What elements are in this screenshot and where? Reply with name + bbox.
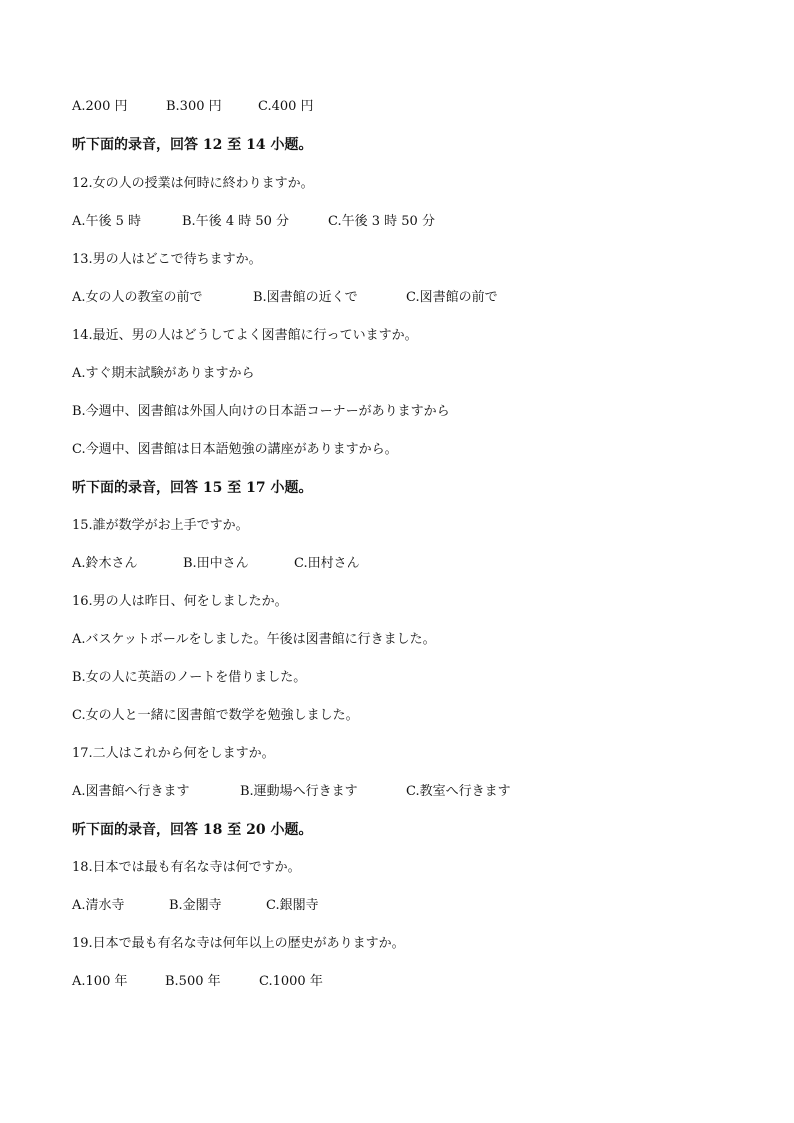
q15-option-a: A.鈴木さん [72, 556, 138, 571]
q19-options [72, 973, 323, 991]
q18-options [72, 897, 319, 915]
q17-question: 17.二人はこれから何をしますか。 [72, 746, 275, 761]
q15-options [72, 555, 360, 573]
q14-question: 14.最近、男の人はどうしてよく図書館に行っていますか。 [72, 328, 418, 343]
section-heading-18-20: 听下面的录音，回答 18 至 20 小题。 [72, 822, 313, 838]
q14-option-c: C.今週中、図書館は日本語勉強の講座がありますから。 [72, 442, 398, 457]
q19-option-c: C.1000 年 [259, 974, 323, 989]
q12-options [72, 213, 435, 231]
q13-options [72, 289, 498, 307]
q12-option-a: A.午後 5 時 [72, 214, 142, 229]
q15-option-b: B.田中さん [183, 556, 249, 571]
q16-option-a: A.バスケットボールをしました。午後は図書館に行きました。 [72, 632, 436, 647]
q17-options [72, 783, 511, 801]
q11-option-c: C.400 円 [258, 99, 314, 114]
q13-question: 13.男の人はどこで待ちますか。 [72, 252, 262, 267]
q18-option-b: B.金閣寺 [169, 898, 222, 913]
q18-option-c: C.銀閣寺 [266, 898, 319, 913]
q16-option-b: B.女の人に英語のノートを借りました。 [72, 670, 307, 685]
q13-option-c: C.図書館の前で [406, 290, 498, 305]
section-heading-15-17: 听下面的录音，回答 15 至 17 小题。 [72, 480, 313, 496]
q17-option-c: C.教室へ行きます [406, 784, 511, 799]
q19-question: 19.日本で最も有名な寺は何年以上の歴史がありますか。 [72, 936, 405, 951]
q19-option-b: B.500 年 [165, 974, 221, 989]
q19-option-a: A.100 年 [72, 974, 128, 989]
q18-question: 18.日本では最も有名な寺は何ですか。 [72, 860, 301, 875]
q16-option-c: C.女の人と一緒に図書館で数学を勉強しました。 [72, 708, 359, 723]
q11-option-b: B.300 円 [166, 99, 222, 114]
q13-option-b: B.図書館の近くで [253, 290, 358, 305]
section-heading-12-14: 听下面的录音，回答 12 至 14 小题。 [72, 137, 313, 153]
q15-question: 15.誰が数学がお上手ですか。 [72, 518, 249, 533]
q15-option-c: C.田村さん [294, 556, 360, 571]
q17-option-b: B.運動場へ行きます [240, 784, 358, 799]
q16-question: 16.男の人は昨日、何をしましたか。 [72, 594, 288, 609]
q11-options [72, 98, 314, 116]
q14-option-a: A.すぐ期末試験がありますから [72, 366, 255, 381]
q12-option-b: B.午後 4 時 50 分 [182, 214, 290, 229]
q12-option-c: C.午後 3 時 50 分 [328, 214, 435, 229]
q13-option-a: A.女の人の教室の前で [72, 290, 203, 305]
q17-option-a: A.図書館へ行きます [72, 784, 190, 799]
q14-option-b: B.今週中、図書館は外国人向けの日本語コーナーがありますから [72, 404, 450, 419]
q11-option-a: A.200 円 [72, 99, 128, 114]
q12-question: 12.女の人の授業は何時に終わりますか。 [72, 176, 314, 191]
q18-option-a: A.清水寺 [72, 898, 125, 913]
